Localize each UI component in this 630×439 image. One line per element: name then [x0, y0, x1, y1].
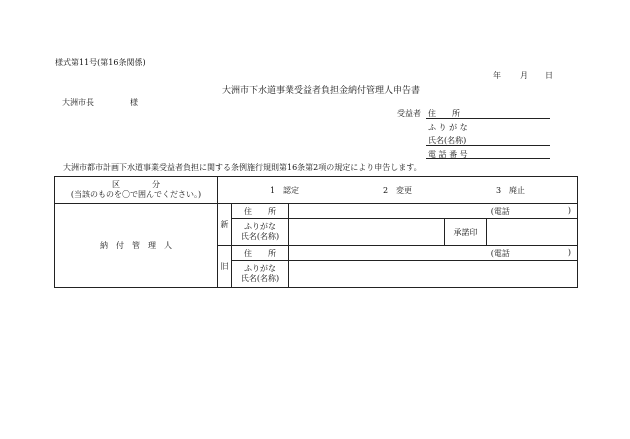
category-options-cell: [218, 177, 578, 204]
new-phone-open: (電話: [490, 206, 510, 216]
old-phone-open: (電話: [490, 248, 510, 258]
applicant-role-label: 受益者: [397, 109, 421, 118]
new-phone-close: ): [567, 205, 571, 215]
applicant-furigana-label: ふ り が な: [428, 123, 468, 132]
new-furigana-label: ふりがな: [244, 222, 276, 231]
old-phone-close: ): [567, 247, 571, 257]
addressee-name: 大洲市長: [62, 98, 94, 107]
applicant-address-label: 住 所: [428, 109, 460, 118]
manager-form-table: [54, 176, 578, 288]
applicant-name-label: 氏名(名称): [428, 136, 467, 145]
date-year-label: 年: [493, 71, 501, 80]
option-change[interactable]: 2 変更: [382, 185, 413, 195]
new-name-label-cell: [232, 219, 289, 246]
new-name-field[interactable]: [289, 219, 445, 246]
old-name-label: 氏名(名称): [240, 274, 280, 283]
old-name-field[interactable]: [289, 261, 578, 288]
old-name-label-cell: [232, 261, 289, 288]
date-day-label: 日: [545, 71, 553, 80]
form-title: 大洲市下水道事業受益者負担金納付管理人申告書: [222, 86, 421, 96]
option-abolish[interactable]: 3 廃止: [495, 185, 526, 195]
category-cell: [55, 177, 218, 204]
seal-field[interactable]: [487, 219, 578, 246]
seal-label: 承諾印: [445, 219, 487, 246]
applicant-address-line[interactable]: [426, 118, 550, 119]
category-note: (当該のものを〇で囲んでください。): [70, 190, 202, 199]
old-furigana-label: ふりがな: [244, 264, 276, 273]
new-name-label: 氏名(名称): [240, 232, 280, 241]
applicant-phone-line[interactable]: [426, 158, 550, 159]
addressee-honorific: 様: [130, 98, 138, 107]
declaration-text: 大洲市都市計画下水道事業受益者負担に関する条例施行規則第16条第2項の規定により申告します。: [63, 163, 422, 172]
applicant-name-line[interactable]: [426, 145, 550, 146]
option-certify[interactable]: 1 認定: [269, 185, 300, 195]
new-address-field[interactable]: [289, 204, 578, 219]
form-number: 様式第11号(第16条関係): [55, 58, 146, 67]
category-label: 区 分: [112, 180, 160, 189]
new-label: 新: [218, 204, 232, 246]
old-address-label: 住 所: [232, 246, 289, 261]
date-month-label: 月: [520, 71, 528, 80]
old-address-field[interactable]: [289, 246, 578, 261]
applicant-phone-label: 電 話 番 号: [428, 150, 468, 159]
new-address-label: 住 所: [232, 204, 289, 219]
old-label: 旧: [218, 246, 232, 288]
manager-label: 納 付 管 理 人: [55, 204, 218, 288]
